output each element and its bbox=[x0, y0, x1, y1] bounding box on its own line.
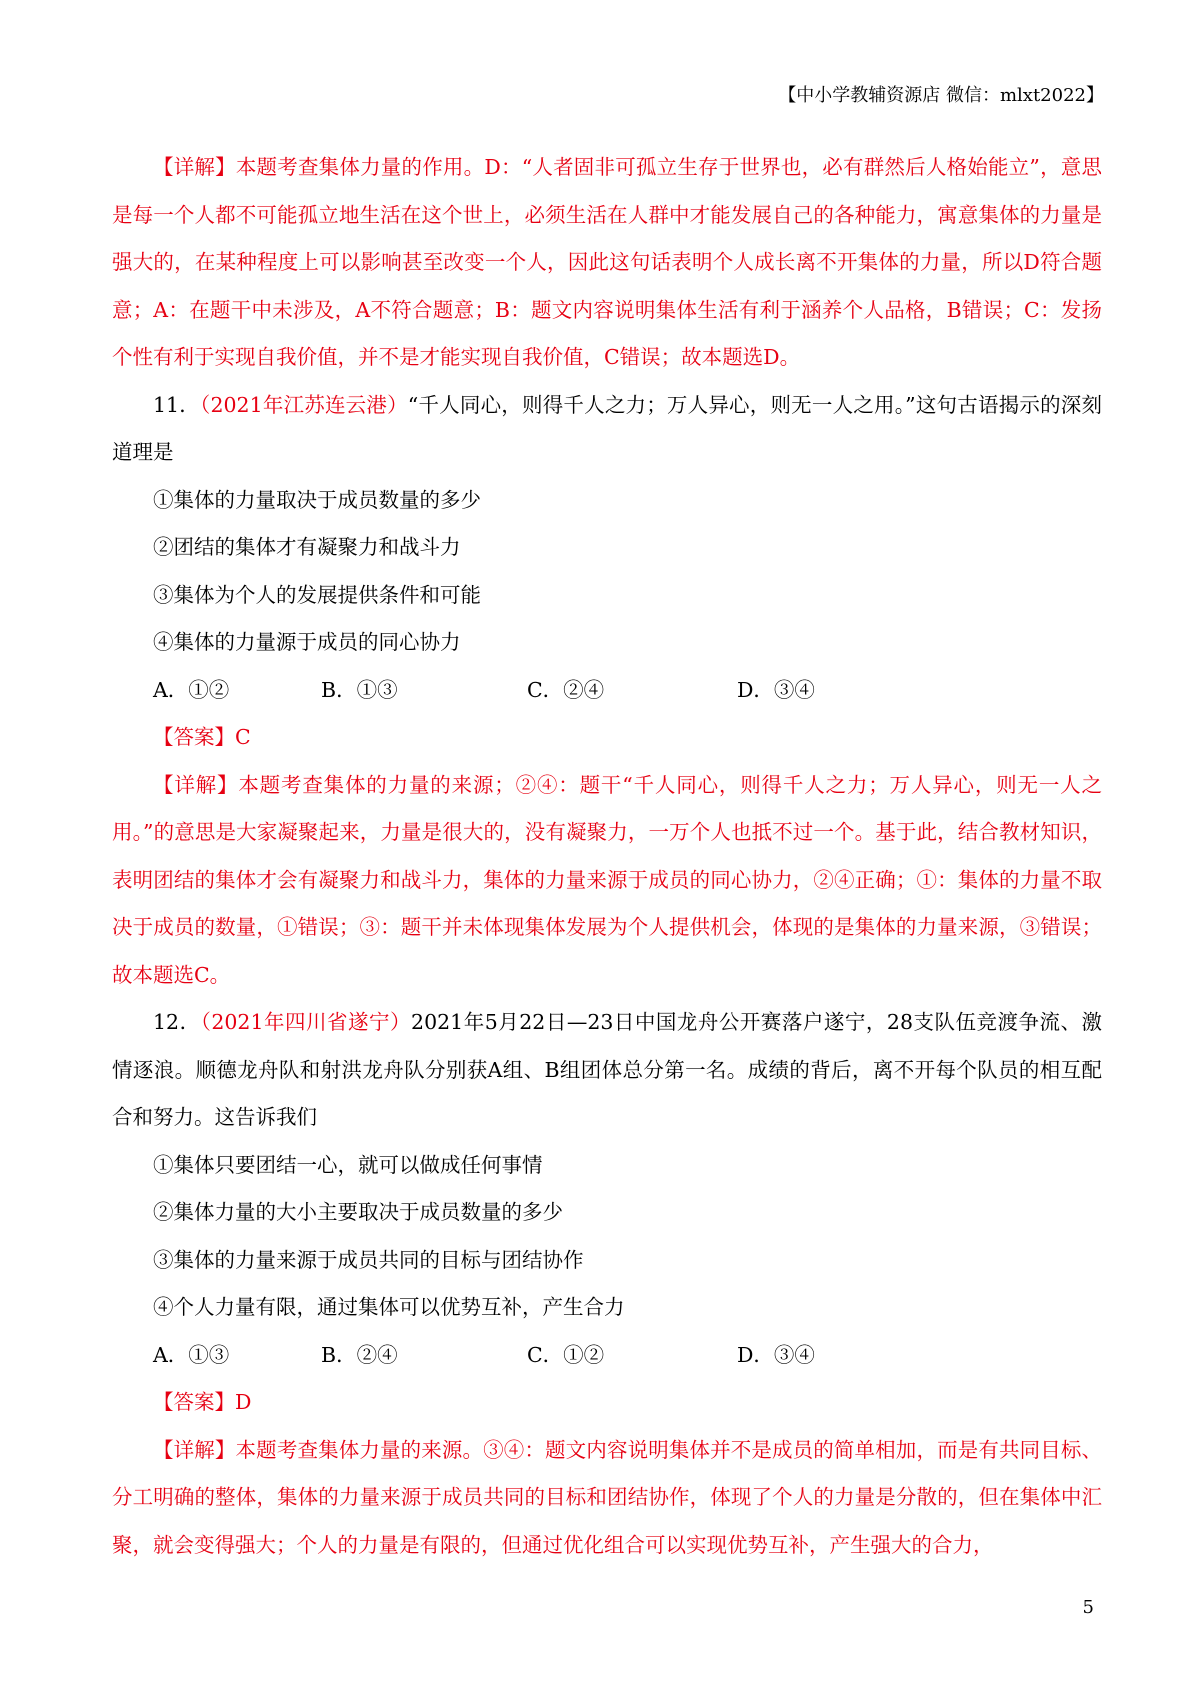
choice-a: A．①② bbox=[153, 677, 230, 702]
q11-item-3: ③集体为个人的发展提供条件和可能 bbox=[153, 582, 481, 607]
q12-item-2: ②集体力量的大小主要取决于成员数量的多少 bbox=[153, 1200, 563, 1224]
q12-answer bbox=[112, 1379, 1102, 1427]
choice-b: B．①③ bbox=[321, 677, 398, 702]
question-text: “千人同心，则得千人之力；万人异心，则无一人之用。”这句古语揭示的深刻道理是 bbox=[112, 392, 1102, 464]
page-header: 【中小学教辅资源店 微信：mlxt2022】 bbox=[778, 85, 1104, 106]
answer-label: 【答案】 bbox=[153, 1390, 235, 1414]
q12-choices bbox=[112, 1332, 1102, 1380]
q12-explanation bbox=[112, 1427, 1102, 1570]
explain-label: 【详解】 bbox=[153, 772, 239, 797]
q12-stem bbox=[112, 999, 1102, 1142]
answer-label: 【答案】 bbox=[153, 725, 235, 749]
question-number: 11． bbox=[153, 392, 200, 417]
q11-item-1: ①集体的力量取决于成员数量的多少 bbox=[153, 487, 481, 512]
choice-d: D．③④ bbox=[737, 1342, 815, 1367]
choice-d: D．③④ bbox=[737, 677, 815, 702]
choice-c: C．②④ bbox=[527, 677, 605, 702]
choice-a: A．①③ bbox=[153, 1342, 230, 1367]
q12-item-3: ③集体的力量来源于成员共同的目标与团结协作 bbox=[153, 1247, 584, 1272]
q11-item-2: ②团结的集体才有凝聚力和战斗力 bbox=[153, 535, 461, 559]
question-text: 2021年5月22日—23日中国龙舟公开赛落户遂宁，28支队伍竞渡争流、激情逐浪。顺德龙舟队和射洪龙舟队分别获A组、B组团体总分第一名。成绩的背后，离不开每个队员的相互配合和努力。这告诉我们 bbox=[112, 1010, 1103, 1129]
page-number: 5 bbox=[1082, 1597, 1094, 1618]
document-body bbox=[112, 144, 1102, 1569]
question-number: 12． bbox=[153, 1010, 201, 1034]
q12-item-1: ①集体只要团结一心，就可以做成任何事情 bbox=[153, 1152, 543, 1177]
answer-value: C bbox=[235, 725, 251, 749]
explain-label: 【详解】 bbox=[153, 1437, 236, 1462]
q11-choices bbox=[112, 667, 1102, 715]
choice-b: B．②④ bbox=[321, 1342, 398, 1367]
q11-stem bbox=[112, 382, 1102, 477]
q10-explanation bbox=[112, 144, 1102, 382]
q11-explanation bbox=[112, 762, 1102, 1000]
question-source: （2021年四川省遂宁） bbox=[200, 1010, 412, 1034]
choice-c: C．①② bbox=[527, 1342, 605, 1367]
q12-item-4: ④个人力量有限，通过集体可以优势互补，产生合力 bbox=[153, 1295, 625, 1319]
explain-label: 【详解】 bbox=[153, 155, 236, 179]
question-source: （2021年江苏连云港） bbox=[200, 392, 408, 417]
explain-text: 本题考查集体力量的来源。③④：题文内容说明集体并不是成员的简单相加，而是有共同目标、分工明确的整体，集体的力量来源于成员共同的目标和团结协作，体现了个人的力量是分散的，但在集体中汇聚，就会变得强大；个人的力量是有限的，但通过优化组合可以实现优势互补，产生强大的合力， bbox=[112, 1437, 1103, 1557]
q11-answer bbox=[112, 714, 1102, 762]
answer-value: D bbox=[235, 1390, 252, 1414]
explain-text: 本题考查集体的力量的来源；②④：题干“千人同心，则得千人之力；万人异心，则无一人之用。”的意思是大家凝聚起来，力量是很大的，没有凝聚力，一万个人也抵不过一个。基于此，结合教材知识，表明团结的集体才会有凝聚力和战斗力，集体的力量来源于成员的同心协力，②④正确；①：集体的力量不取决于成员的数量，①错误；③：题干并未体现集体发展为个人提供机会，体现的是集体的力量来源，③错误；故本题选C。 bbox=[112, 772, 1103, 987]
q11-item-4: ④集体的力量源于成员的同心协力 bbox=[153, 630, 461, 654]
explain-text: 本题考查集体力量的作用。D：“人者固非可孤立生存于世界也，必有群然后人格始能立”，意思是每一个人都不可能孤立地生活在这个世上，必须生活在人群中才能发展自己的各种能力，寓意集体的力量是强大的，在某种程度上可以影响甚至改变一个人，因此这句话表明个人成长离不开集体的力量，所以D符合题意；A：在题干中未涉及，A不符合题意；B：题文内容说明集体生活有利于涵养个人品格，B错误；C：发扬个性有利于实现自我价值，并不是才能实现自我价值，C错误；故本题选D。 bbox=[112, 155, 1102, 369]
